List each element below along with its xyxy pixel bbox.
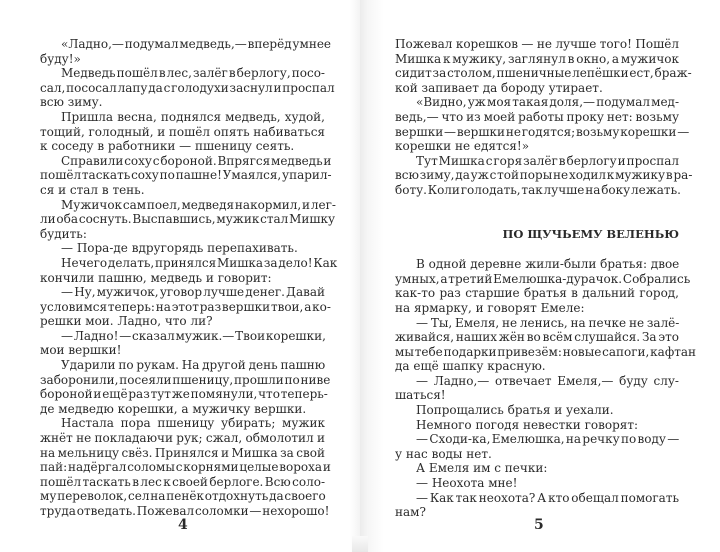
text-line: шаться! bbox=[395, 388, 446, 403]
text-line: де медведю корешки, а мужичку вершки. bbox=[40, 401, 307, 416]
page-number-left: 4 bbox=[178, 517, 188, 533]
text-line: Пожевал корешков — не лучше того! Пошёл bbox=[395, 37, 679, 51]
spacer bbox=[395, 198, 679, 227]
text-line: заборонили, посеяли пшеницу, прошли по ниве bbox=[40, 372, 331, 387]
text-line: бороной и ещё раз тут же помянули, что теперь- bbox=[40, 387, 328, 402]
text-line: на мельницу свёз. Принялся и Мишка за свой bbox=[40, 445, 325, 460]
left-page-text bbox=[40, 37, 338, 519]
text-line: Настала пора пшеницу убирать; мужик bbox=[61, 416, 325, 431]
text-line: — Пора-де вдругорядь перепахивать. bbox=[61, 241, 298, 256]
right-page bbox=[360, 0, 720, 552]
text-line: кой запивает да бороду утирает. bbox=[395, 80, 603, 95]
text-line: ведь,— что из моей работы проку нет: возьму bbox=[395, 109, 679, 124]
text-line: Ударили по рукам. На другой день пашню bbox=[61, 358, 326, 373]
page-number-right: 5 bbox=[534, 517, 544, 533]
text-line: жнёт не покладаючи рук; сжал, обмолотил и bbox=[40, 431, 325, 446]
spacer bbox=[395, 241, 679, 257]
text-line: Медведь пошёл в лес, залёг в берлогу, посо- bbox=[61, 66, 325, 81]
text-line: к соседу в работники — пшеницу сеять. bbox=[40, 139, 295, 154]
text-line: Мишка к мужику, заглянул в окно, а мужичок bbox=[395, 51, 679, 66]
text-line: корешки не едятся!» bbox=[395, 139, 530, 154]
text-line: пай: надёргал соломы с корнями целые вороха и bbox=[40, 460, 331, 475]
text-line: В одной деревне жили-были братья: двое bbox=[416, 257, 680, 272]
text-line: сидит за столом, пшеничные лепёшки ест, браж- bbox=[395, 66, 692, 81]
text-line: мы тебе подарки привезём: новые сапоги, кафтан bbox=[395, 344, 697, 359]
text-line: да ещё шапку красную. bbox=[395, 359, 546, 374]
text-line: — Ладно,— отвечает Емеля,— буду слу- bbox=[416, 373, 679, 388]
text-line: кончили пашню, медведь и говорит: bbox=[40, 270, 272, 285]
text-line: боту. Коли голодать, так лучше на боку лежать. bbox=[395, 182, 681, 197]
text-line: ли оба соснуть. Выспавшись, мужик стал Мишку bbox=[40, 212, 336, 227]
text-line: ся и стал в тень. bbox=[40, 182, 145, 197]
right-page-text bbox=[395, 37, 697, 520]
text-line: как-то раз старшие братья в дальний город, bbox=[395, 286, 679, 301]
text-line: Справили соху с бороной. Впрягся медведь и bbox=[61, 153, 332, 168]
text-line: решки мои. Ладно, что ли? bbox=[40, 314, 213, 329]
text-line: — Неохота мне! bbox=[416, 476, 518, 491]
text-line: Попрощались братья и уехали. bbox=[416, 403, 614, 418]
text-line: Пришла весна, поднялся медведь, худой, bbox=[61, 109, 325, 124]
text-line: А Емеля им с печки: bbox=[416, 461, 548, 476]
text-line: — Ты, Емеля, не ленись, на печке не залё- bbox=[416, 315, 680, 330]
story-title: ПО ЩУЧЬЕМУ ВЕЛЕНЬЮ bbox=[502, 226, 679, 241]
text-line: мои вершки! bbox=[40, 343, 122, 358]
text-line: живайся, наших жён во всём слушайся. За это bbox=[395, 330, 679, 345]
text-line: всю зиму, да уж с той поры не ходил к мужику в ра- bbox=[395, 168, 693, 183]
text-line: Тут Мишка с горя залёг в берлогу и проспал bbox=[416, 153, 679, 168]
text-line: тощий, голодный, и пошёл опять набиваться bbox=[40, 124, 325, 139]
text-line: «Ладно,— подумал медведь,— вперёд умнее bbox=[61, 37, 332, 51]
text-line: Мужичок сам поел, медведя накормил, и лег- bbox=[61, 197, 336, 212]
text-line: — Ладно! — сказал мужик.— Твои корешки, bbox=[61, 328, 326, 343]
text-line: умных, а третий Емелюшка-дурачок. Собрались bbox=[395, 271, 691, 286]
text-line: Немного погодя невестки говорят: bbox=[416, 417, 639, 432]
text-line: на ярмарку, и говорят Емеле: bbox=[395, 300, 585, 315]
text-line: пошёл таскать соху по пашне! Умаялся, упарил- bbox=[40, 168, 332, 183]
text-line: — Ну, мужичок, уговор лучше денег. Давай bbox=[61, 285, 325, 300]
text-line: Нечего делать, принялся Мишка за дело! Как bbox=[61, 255, 338, 270]
text-line: «Видно, уж моя такая доля,— подумал мед- bbox=[416, 95, 679, 110]
text-line: у нас воды нет. bbox=[395, 446, 492, 461]
text-line: сал, пососал лапу да с голодухи заснул и проспал bbox=[40, 80, 335, 95]
text-line: труда отведать. Пожевал соломки — нехорошо! bbox=[40, 504, 330, 518]
text-line: условимся теперь: на этот раз вершки твои, а ко- bbox=[40, 299, 331, 314]
text-line: вершки — вершки не годятся; возьму корешки — bbox=[395, 124, 690, 139]
text-line: будить: bbox=[40, 226, 87, 241]
binding-stitch bbox=[352, 536, 368, 552]
text-line: нам? bbox=[395, 505, 426, 520]
text-line: — Как так неохота? А кто обещал помогать bbox=[416, 490, 679, 505]
text-line: — Сходи-ка, Емелюшка, на речку по воду — bbox=[416, 432, 680, 447]
text-line: буду!» bbox=[40, 51, 81, 66]
text-line: всю зиму. bbox=[40, 95, 103, 110]
text-line: му переволок, сел на пенёк отдохнуть да своего bbox=[40, 489, 326, 504]
text-line: пошёл таскать в лес к своей берлоге. Всю соло- bbox=[40, 474, 325, 489]
